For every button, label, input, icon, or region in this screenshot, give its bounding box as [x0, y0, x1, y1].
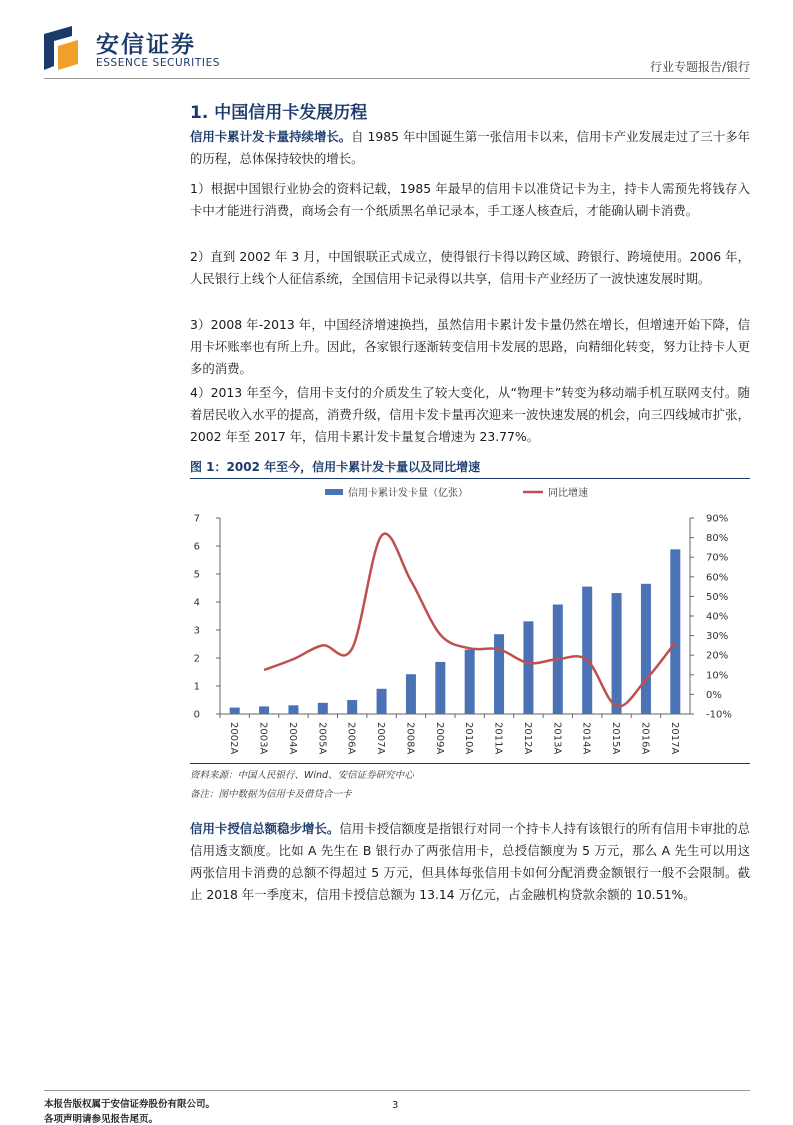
- paragraph-1: [190, 126, 750, 170]
- x-tick-label: 2007A: [375, 722, 387, 755]
- left-tick-label: 7: [193, 513, 200, 525]
- paragraph-5: 4）2013 年至今，信用卡支付的介质发生了较大变化，从“物理卡”转变为移动端手机互联网支付。随着居民收入水平的提高，消费升级，信用卡发卡量再次迎来一波快速发展的机会，向三四线城市扩张，2002 年至 2017 年，信用卡累计发卡量复合增速为 23.77%。: [190, 385, 750, 444]
- x-tick-label: 2017A: [668, 722, 680, 755]
- x-tick-label: 2014A: [580, 722, 592, 755]
- essence-logo-icon: [44, 26, 84, 70]
- left-tick-label: 4: [193, 597, 200, 609]
- right-tick-label: 70%: [706, 552, 729, 564]
- figure-note: 备注：图中数据为信用卡及借贷合一卡: [190, 789, 352, 800]
- left-tick-label: 0: [193, 709, 200, 721]
- paragraph-4: 3）2008 年-2013 年，中国经济增速换挡，虽然信用卡累计发卡量仍然在增长，但增速开始下降，信用卡坏账率也有所上升。因此，各家银行逐渐转变信用卡发展的思路，向精细化转变，努力让持卡人更多的消费。: [190, 317, 750, 376]
- right-tick-label: 0%: [706, 689, 722, 701]
- left-tick-label: 6: [193, 541, 200, 553]
- left-tick-label: 3: [193, 625, 200, 637]
- bar-2005A: [318, 703, 328, 714]
- figure-top-rule: [190, 478, 750, 479]
- bar-2002A: [230, 708, 240, 714]
- x-tick-label: 2013A: [551, 722, 563, 755]
- x-tick-label: 2012A: [521, 722, 533, 755]
- brand-name-en: ESSENCE SECURITIES: [96, 57, 221, 69]
- brand-name-cn: 安信证券: [96, 32, 196, 58]
- left-tick-label: 2: [193, 653, 200, 665]
- right-tick-label: 50%: [706, 591, 729, 603]
- x-tick-label: 2006A: [345, 722, 357, 755]
- footer-disclaimer: 各项声明请参见报告尾页。: [44, 1114, 159, 1125]
- legend-bar-swatch: [325, 489, 343, 495]
- header-divider: [44, 78, 750, 79]
- bar-2007A: [377, 689, 387, 714]
- legend-line-label: 同比增速: [548, 488, 588, 499]
- footer-divider: [44, 1090, 750, 1091]
- figure-source: 资料来源：中国人民银行、Wind、安信证券研究中心: [190, 770, 414, 781]
- right-tick-label: 30%: [706, 631, 729, 643]
- x-tick-label: 2016A: [639, 722, 651, 755]
- bar-2009A: [435, 662, 445, 714]
- bar-2010A: [465, 650, 475, 714]
- right-tick-label: 10%: [706, 670, 729, 682]
- bar-2006A: [347, 700, 357, 714]
- x-tick-label: 2002A: [228, 722, 240, 755]
- right-tick-label: 20%: [706, 650, 729, 662]
- section-title: 1. 中国信用卡发展历程: [190, 103, 368, 123]
- right-tick-label: 80%: [706, 533, 729, 545]
- x-tick-label: 2015A: [610, 722, 622, 755]
- x-tick-label: 2003A: [257, 722, 269, 755]
- paragraph-1-text: 自 1985 年中国诞生第一张信用卡以来，信用卡产业发展走过了三十多年的历程，总体保持较快的增长。: [190, 129, 750, 166]
- bar-2003A: [259, 706, 269, 714]
- paragraph-1-lead: 信用卡累计发卡量持续增长。: [190, 129, 352, 144]
- paragraph-2: 1）根据中国银行业协会的资料记载，1985 年最早的信用卡以准贷记卡为主，持卡人需预先将钱存入卡中才能进行消费，商场会有一个纸质黑名单记录本，手工逐人核查后，才能确认刷卡消费。: [190, 181, 750, 218]
- x-tick-label: 2010A: [463, 722, 475, 755]
- page-header: [44, 24, 750, 78]
- bar-2008A: [406, 674, 416, 714]
- chart-legend: [325, 486, 588, 499]
- bar-2012A: [523, 621, 533, 714]
- footer-copyright: 本报告版权属于安信证券股份有限公司。: [44, 1099, 216, 1110]
- bar-2004A: [288, 705, 298, 714]
- report-type: 行业专题报告/银行: [649, 60, 750, 74]
- paragraph-3: 2）直到 2002 年 3 月，中国银联正式成立，使得银行卡得以跨区域、跨银行、跨境使用。2006 年，人民银行上线个人征信系统，全国信用卡记录得以共享，信用卡产业经历了一波快速发展时期。: [190, 249, 750, 286]
- paragraph-6-lead: 信用卡授信总额稳步增长。: [190, 821, 340, 836]
- bar-2015A: [612, 593, 622, 714]
- left-tick-label: 5: [193, 569, 200, 581]
- page-number: 3: [392, 1100, 399, 1111]
- right-tick-label: 90%: [706, 513, 729, 525]
- bar-2017A: [670, 549, 680, 714]
- x-tick-label: 2011A: [492, 722, 504, 755]
- figure-title: 图 1：2002 年至今，信用卡累计发卡量以及同比增速: [190, 460, 481, 474]
- x-tick-label: 2005A: [316, 722, 328, 755]
- plot-area: [194, 514, 732, 755]
- figure-bottom-rule: [190, 763, 750, 764]
- legend-bar-label: 信用卡累计发卡量（亿张）: [348, 488, 468, 499]
- chart-area: [190, 480, 750, 762]
- paragraph-6-text: 信用卡授信额度是指银行对同一个持卡人持有该银行的所有信用卡审批的总信用透支额度。比如 A 先生在 B 银行办了两张信用卡，总授信额度为 5 万元，那么 A 先生可以用这两张信用卡消费的总额不得超过 5 万元，但具体每张信用卡如何分配消费金额银行一般不会限制。截止 2018 年一季度末，信用卡授信总额为 13.14 万亿元，占金融机构贷款余额的 10.51%。: [190, 821, 751, 902]
- x-tick-label: 2008A: [404, 722, 416, 755]
- x-tick-label: 2004A: [286, 722, 298, 755]
- right-tick-label: -10%: [706, 709, 732, 721]
- left-tick-label: 1: [193, 681, 200, 693]
- bar-2016A: [641, 584, 651, 714]
- x-tick-label: 2009A: [433, 722, 445, 755]
- bar-2011A: [494, 634, 504, 714]
- paragraph-6: [190, 818, 750, 906]
- bar-2014A: [582, 587, 592, 714]
- right-tick-label: 40%: [706, 611, 729, 623]
- right-tick-label: 60%: [706, 572, 729, 584]
